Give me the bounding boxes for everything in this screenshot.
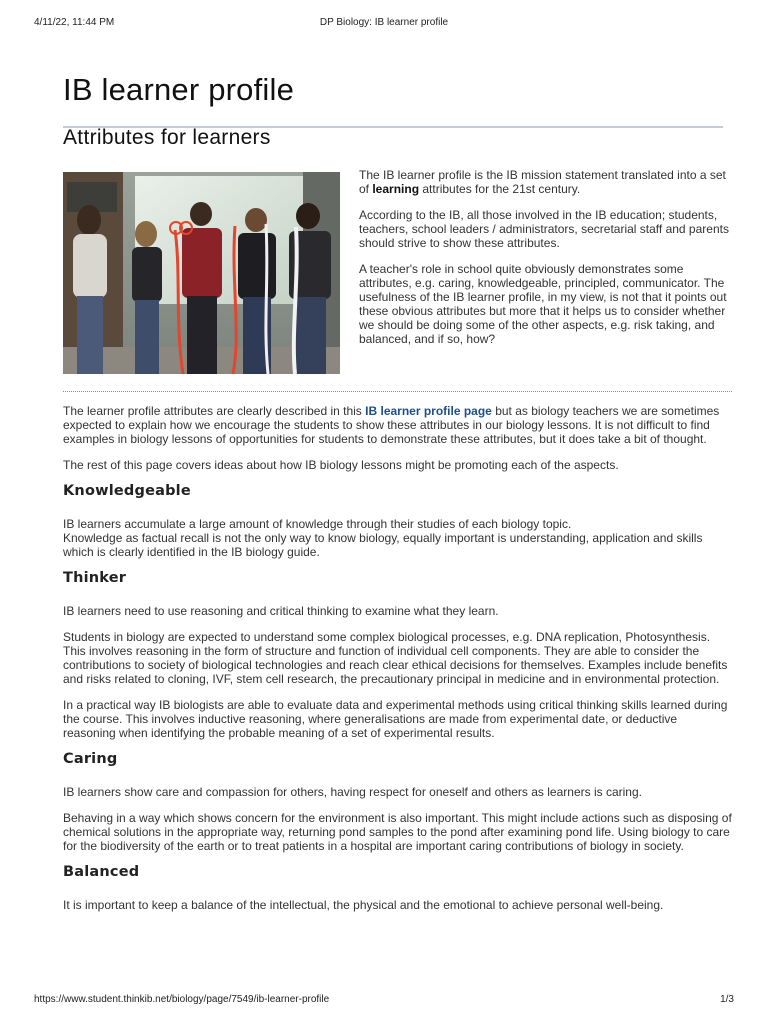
- classroom-photo: [63, 172, 340, 374]
- print-page-title: DP Biology: IB learner profile: [319, 17, 449, 28]
- section-title: Attributes for learners: [63, 126, 271, 149]
- print-datetime: 4/11/22, 11:44 PM: [34, 17, 115, 28]
- balanced-paragraph-1: It is important to keep a balance of the intellectual, the physical and the emotional to achieve personal well-being.: [63, 898, 664, 912]
- page-number: 1/3: [720, 994, 734, 1005]
- intro-paragraph-1: The IB learner profile is the IB mission statement translated into a set of learning attributes for the 21st century.: [359, 168, 726, 196]
- thinker-paragraph-1: IB learners need to use reasoning and critical thinking to examine what they learn.: [63, 604, 499, 618]
- body-paragraph-1: The learner profile attributes are clearly described in this IB learner profile page but as biology teachers we are sometimes expected to explain how we encourage the students to show these attributes in our biology lessons. It is not difficult to find examples in biology lessons of opportunities for students to demonstrate these attributes, but it does take a bit of thought.: [63, 404, 720, 446]
- heading-thinker: Thinker: [63, 570, 127, 586]
- section-divider: [63, 391, 732, 392]
- ib-learner-profile-link[interactable]: IB learner profile page: [365, 404, 492, 418]
- thinker-paragraph-3: In a practical way IB biologists are able to evaluate data and experimental methods using critical thinking skills learned during the course. This involves inductive reasoning, where generalisations are made from experimental date, or deductive reasoning when identifying the probable meaning of a set of experimental results.: [63, 698, 728, 740]
- body-paragraph-2: The rest of this page covers ideas about how IB biology lessons might be promoting each of the aspects.: [63, 458, 619, 472]
- intro-text: [359, 168, 729, 358]
- heading-balanced: Balanced: [63, 864, 140, 880]
- heading-knowledgeable: Knowledgeable: [63, 483, 191, 499]
- knowledgeable-paragraph: IB learners accumulate a large amount of knowledge through their studies of each biology topic. Knowledge as factual recall is not the only way to know biology, equally important is understanding, application and skills which is clearly identified in the IB biology guide.: [63, 517, 703, 559]
- learning-bold: learning: [372, 182, 420, 196]
- intro-paragraph-2: According to the IB, all those involved in the IB education; students, teachers, school leaders / administrators, secretarial staff and parents should strive to show these attributes.: [359, 208, 729, 250]
- caring-paragraph-1: IB learners show care and compassion for others, having respect for oneself and others as learners is caring.: [63, 785, 642, 799]
- thinker-paragraph-2: Students in biology are expected to understand some complex biological processes, e.g. DNA replication, Photosynthesis. This involves reasoning in the form of structure and function of individual cell components. They are able to consider the contributions to society of biological technologies and reach clear ethical decisions for themselves. Examples include benefits and risks related to cloning, IVF, stem cell research, the precautionary principal in medicine and in environmental protection.: [63, 630, 728, 686]
- page-title: IB learner profile: [63, 72, 295, 107]
- main-content: [63, 404, 733, 924]
- print-footer: [0, 994, 768, 1008]
- print-header: [0, 17, 768, 31]
- classroom-photo-image: [63, 172, 340, 374]
- intro-paragraph-3: A teacher's role in school quite obviously demonstrates some attributes, e.g. caring, knowledgeable, principled, communicator. The usefulness of the IB learner profile, in my view, is not that it points out these obvious attributes but more that it helps us to consider whether we should be doing some of the other aspects, e.g. risk taking, and balanced, and if so, how?: [359, 262, 727, 346]
- caring-paragraph-2: Behaving in a way which shows concern for the environment is also important. This might include actions such as disposing of chemical solutions in the appropriate way, returning pond samples to the pond after examining pond life. Using biology to care for the biodiversity of the earth or to treat patients in a hospital are important caring contributions of biology in society.: [63, 811, 732, 853]
- heading-caring: Caring: [63, 751, 118, 767]
- print-url: https://www.student.thinkib.net/biology/page/7549/ib-learner-profile: [34, 994, 330, 1005]
